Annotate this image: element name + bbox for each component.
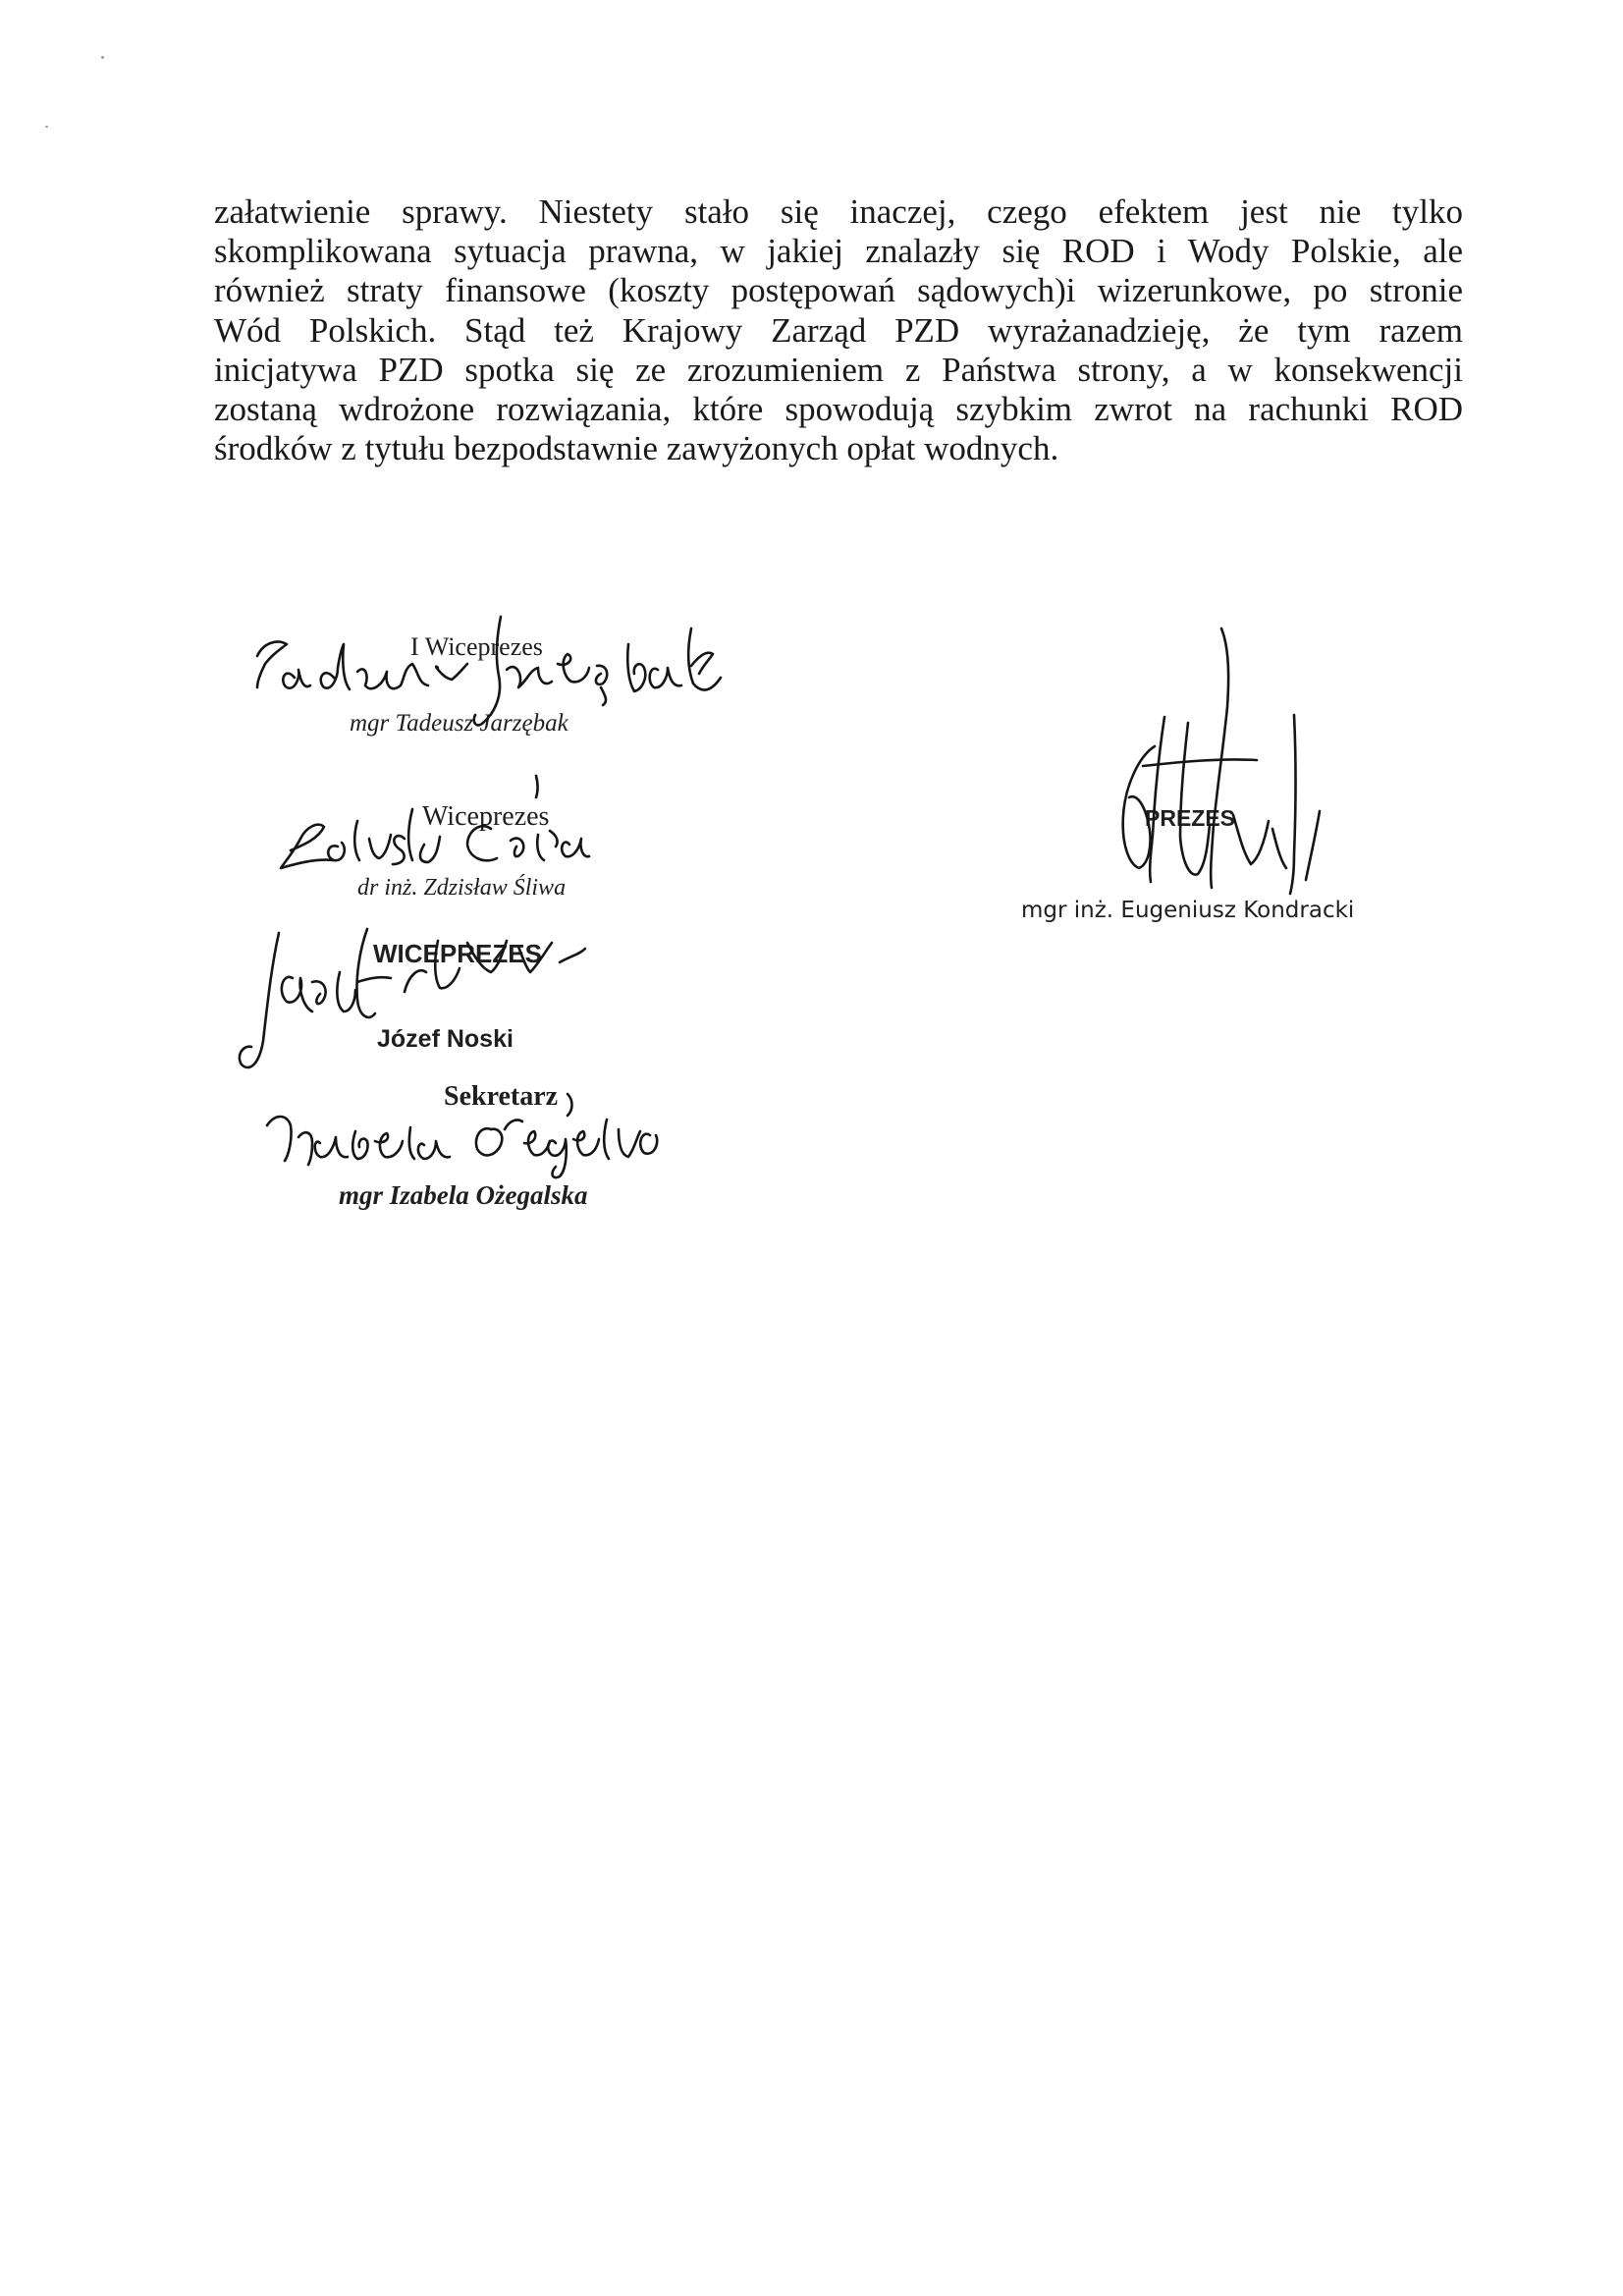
paragraph-line: inicjatywa PZD spotka się ze zrozumieniem z Państwa strony, a w konsekwencji	[214, 350, 1463, 389]
scan-speck	[101, 56, 104, 59]
paragraph-line: załatwienie sprawy. Niestety stało się inaczej, czego efektem jest nie tylko	[214, 192, 1463, 231]
paragraph-line: również straty finansowe (koszty postępowań sądowych)i wizerunkowe, po stronie	[214, 271, 1463, 310]
secretary-title-stamp: Sekretarz	[444, 1081, 559, 1112]
vice-sliwa-name-stamp: dr inż. Zdzisław Śliwa	[357, 875, 567, 901]
scan-speck	[45, 126, 48, 128]
first-vice-title-stamp: I Wiceprezes	[410, 632, 543, 661]
paragraph-line: skomplikowana sytuacja prawna, w jakiej znalazły się ROD i Wody Polskie, ale	[214, 232, 1463, 271]
letter-paragraph	[214, 192, 1463, 468]
president-name-stamp: mgr inż. Eugeniusz Kondracki	[1021, 898, 1355, 923]
vice-noski-title-stamp: WICEPREZES	[373, 939, 542, 968]
paragraph-line: środków z tytułu bezpodstawnie zawyżonych opłat wodnych.	[214, 429, 1059, 468]
secretary-name-stamp: mgr Izabela Ożegalska	[339, 1180, 588, 1210]
vice-sliwa-title-stamp: Wiceprezes	[422, 801, 550, 832]
paragraph-line: Wód Polskich. Stąd też Krajowy Zarząd PZD wyrażanadzieję, że tym razem	[214, 310, 1463, 350]
paragraph-line: zostaną wdrożone rozwiązania, które spowodują szybkim zwrot na rachunki ROD	[214, 390, 1463, 429]
signature-kondracki	[1123, 629, 1320, 894]
president-title-stamp: PREZES	[1145, 805, 1236, 831]
vice-noski-name-stamp: Józef Noski	[377, 1025, 514, 1053]
first-vice-name-stamp: mgr Tadeusz Jarzębak	[350, 710, 568, 737]
